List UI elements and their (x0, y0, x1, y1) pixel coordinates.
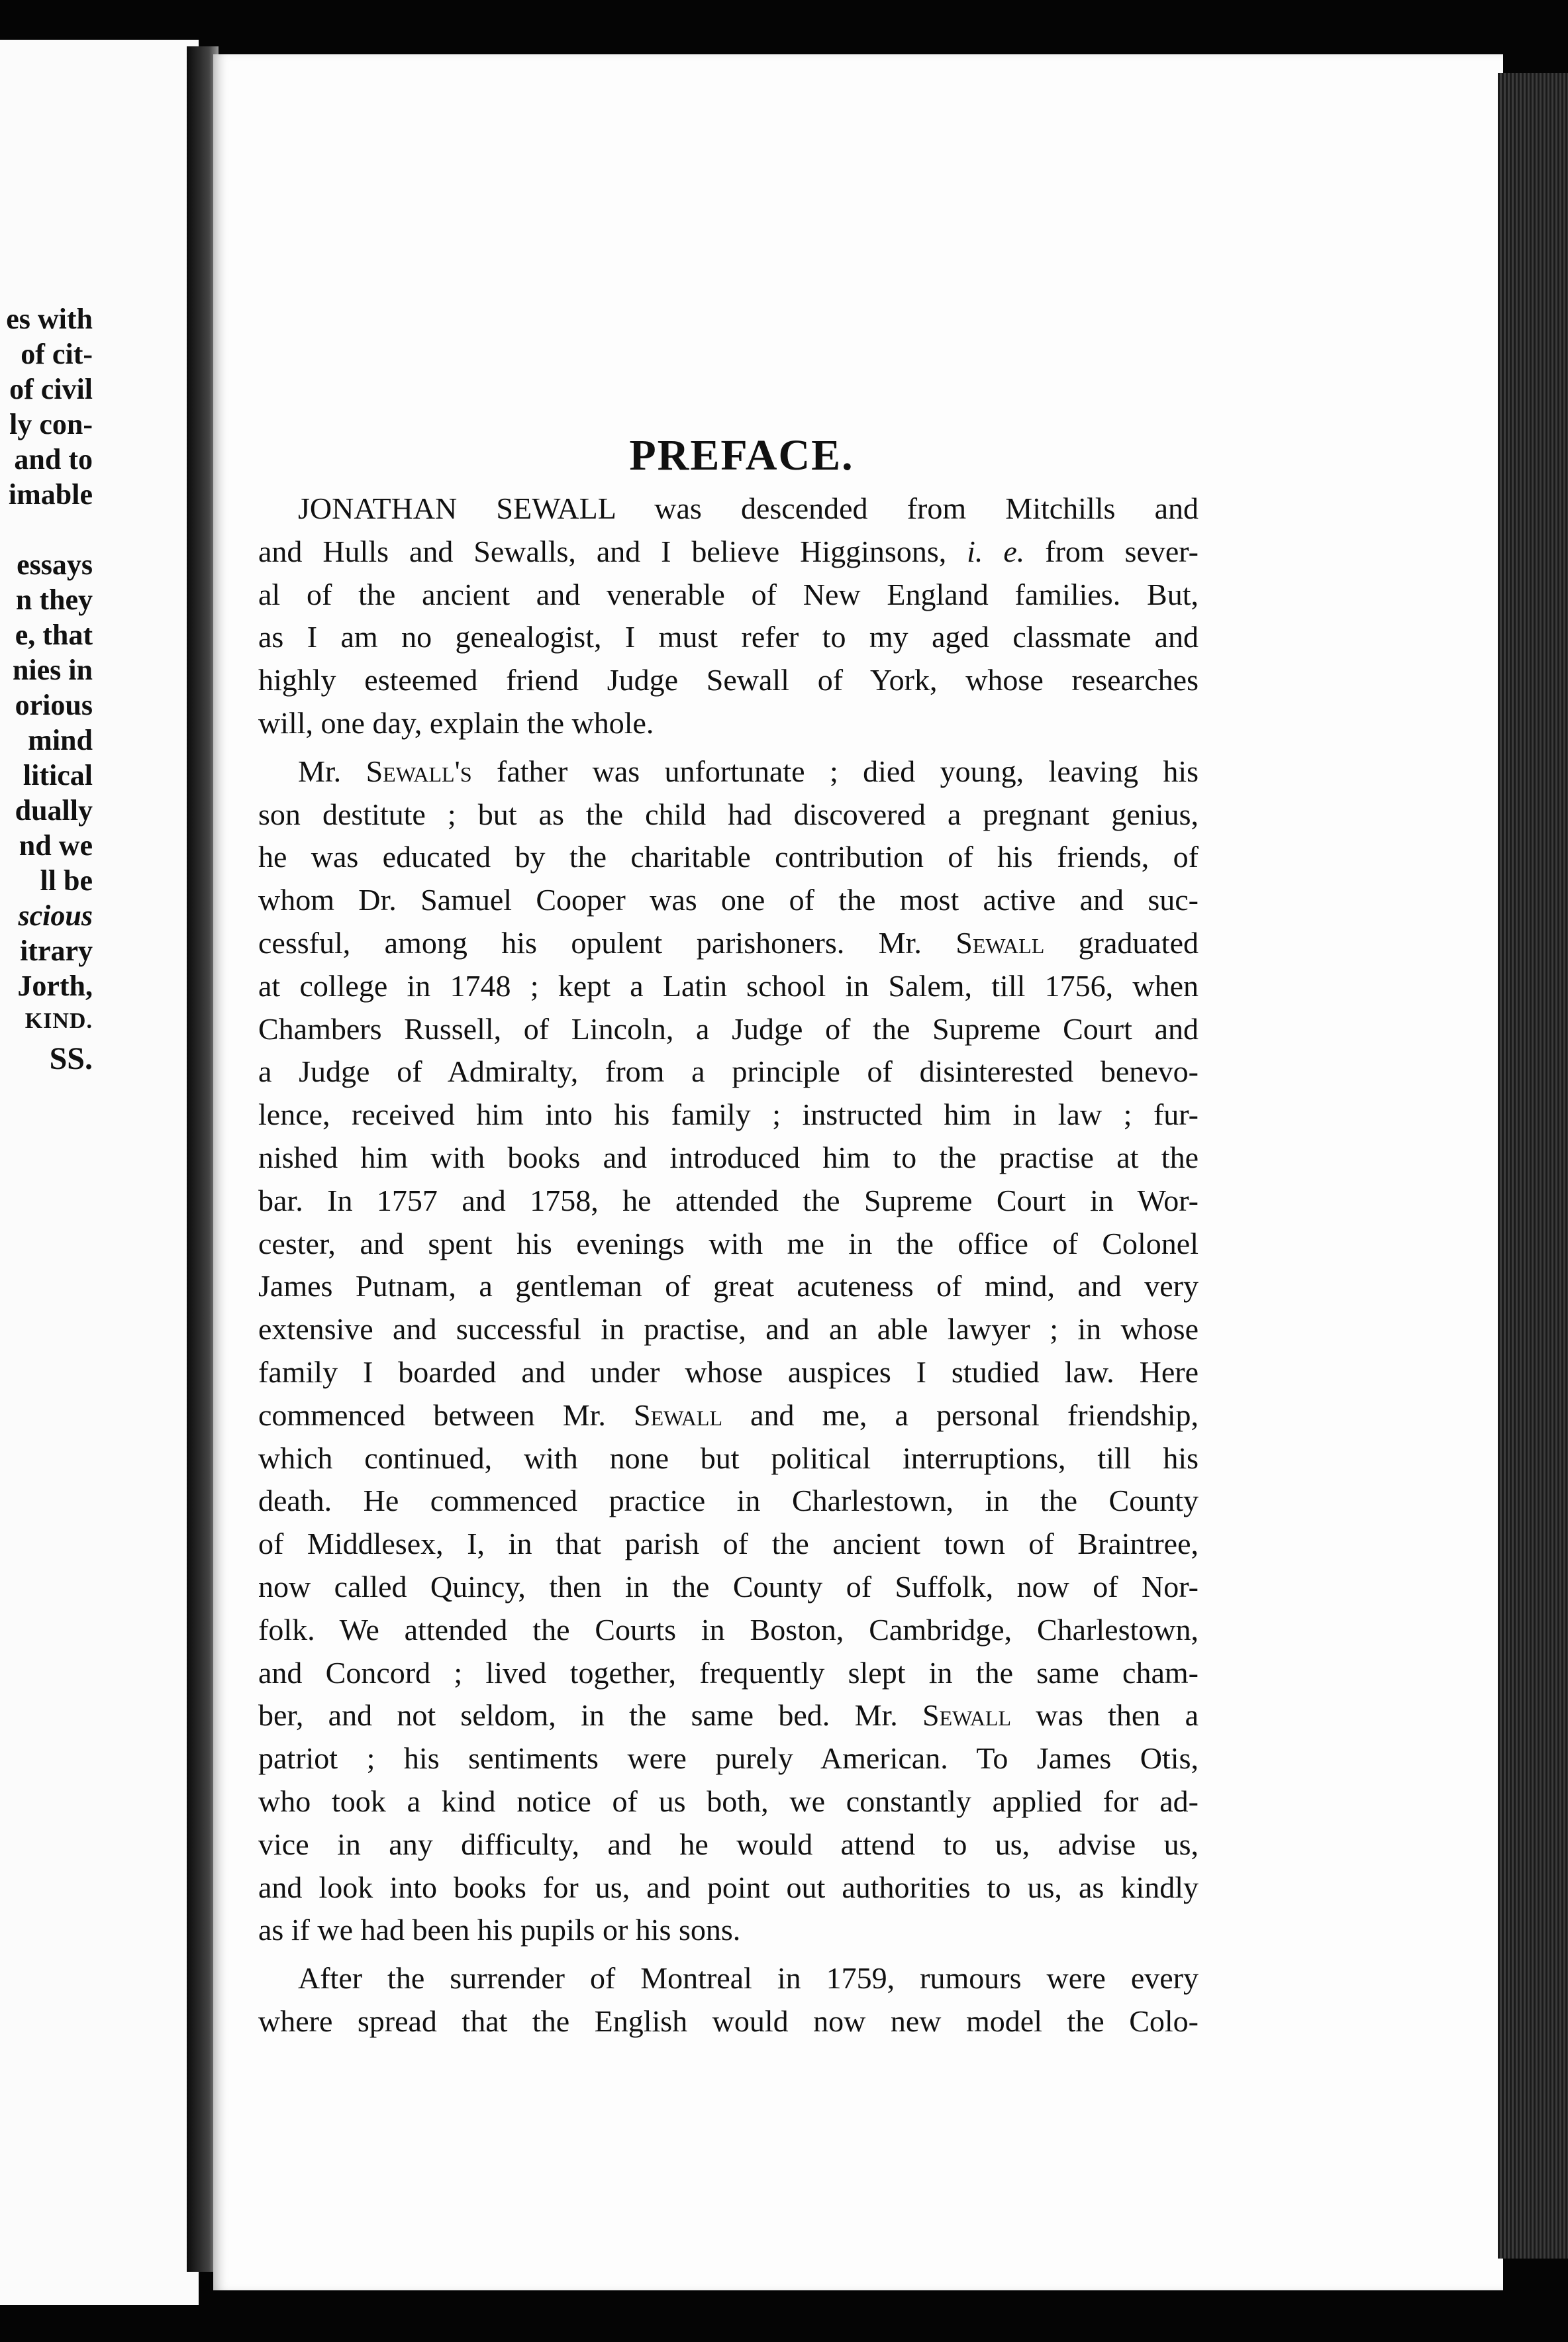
text-line: ber, and not seldom, in the same bed. Mr. Sewall was then a (258, 1698, 1199, 1733)
text-line: son destitute ; but as the child had discovered a pregnant genius, (258, 797, 1199, 831)
text-line: highly esteemed friend Judge Sewall of York, whose researches (258, 663, 1199, 697)
previous-page-line: mind (28, 724, 93, 756)
text-line: and Concord ; lived together, frequently slept in the same cham- (258, 1655, 1199, 1690)
previous-page-line: dually (15, 794, 93, 827)
text-line: bar. In 1757 and 1758, he attended the Supreme Court in Wor- (258, 1183, 1199, 1217)
text-line: cessful, among his opulent parishoners. Mr. Sewall graduated (258, 925, 1199, 960)
text-line: whom Dr. Samuel Cooper was one of the most active and suc- (258, 883, 1199, 917)
text-line: death. He commenced practice in Charlestown, in the County (258, 1484, 1199, 1518)
text-line: will, one day, explain the whole. (258, 705, 654, 740)
text-line: where spread that the English would now new model the Colo- (258, 2004, 1199, 2038)
text-line: al of the ancient and venerable of New England families. But, (258, 577, 1199, 611)
previous-page-line: of civil (9, 373, 93, 405)
text-line: now called Quincy, then in the County of Suffolk, now of Nor- (258, 1569, 1199, 1604)
previous-page-line: ll be (40, 864, 93, 897)
previous-page-fragment (0, 40, 199, 2305)
text-line: nished him with books and introduced him to the practise at the (258, 1140, 1199, 1174)
text-line: James Putnam, a gentleman of great acuteness of mind, and very (258, 1269, 1199, 1303)
paragraph-3 (258, 1957, 1199, 2043)
previous-page-line: es with (6, 303, 93, 335)
text-line: and look into books for us, and point out authorities to us, as kindly (258, 1870, 1199, 1904)
previous-page-line: litical (23, 759, 93, 791)
paragraph-2 (258, 750, 1199, 1952)
preface-content (258, 431, 1199, 2043)
text-line: lence, received him into his family ; instructed him in law ; fur- (258, 1097, 1199, 1132)
previous-page-line: imable (8, 478, 93, 511)
paragraph-1 (258, 487, 1199, 745)
previous-page-signature: SS. (49, 1041, 93, 1076)
previous-page-line-blank (0, 512, 93, 547)
previous-page-line: of cit- (21, 338, 93, 370)
previous-page-line: KIND. (24, 1009, 93, 1033)
text-line: at college in 1748 ; kept a Latin school in Salem, till 1756, when (258, 968, 1199, 1003)
page-title: PREFACE. (629, 431, 854, 480)
previous-page-line: scious (18, 899, 93, 932)
text-line: as if we had been his pupils or his sons. (258, 1913, 741, 1947)
text-line: extensive and successful in practise, and an able lawyer ; in whose (258, 1312, 1199, 1347)
previous-page-line: and to (14, 443, 93, 476)
text-line: folk. We attended the Courts in Boston, Cambridge, Charlestown, (258, 1612, 1199, 1647)
previous-page-line: essays (17, 548, 93, 581)
previous-page-line: orious (15, 689, 93, 721)
previous-page-line: ly con- (9, 408, 93, 440)
previous-page-line: n they (15, 584, 93, 616)
text-line: Mr. Sewall's father was unfortunate ; died young, leaving his (298, 754, 1199, 788)
text-line: of Middlesex, I, in that parish of the ancient town of Braintree, (258, 1527, 1199, 1561)
previous-page-line: nies in (12, 654, 93, 686)
previous-page-line: e, that (15, 619, 93, 651)
text-line: a Judge of Admiralty, from a principle of disinterested benevo- (258, 1054, 1199, 1089)
text-line: who took a kind notice of us both, we constantly applied for ad- (258, 1784, 1199, 1818)
text-line: and Hulls and Sewalls, and I believe Higginsons, i. e. from sever- (258, 534, 1199, 568)
previous-page-line: Jorth, (17, 970, 93, 1002)
previous-page-text (0, 301, 93, 1076)
text-line: as I am no genealogist, I must refer to my aged classmate and (258, 620, 1199, 654)
text-line: commenced between Mr. Sewall and me, a personal friendship, (258, 1398, 1199, 1432)
text-line: Chambers Russell, of Lincoln, a Judge of the Supreme Court and (258, 1011, 1199, 1046)
text-line: which continued, with none but political interruptions, till his (258, 1441, 1199, 1475)
text-line: After the surrender of Montreal in 1759, rumours were every (298, 1961, 1199, 1996)
page-edges (1498, 73, 1568, 2259)
text-line: patriot ; his sentiments were purely American. To James Otis, (258, 1741, 1199, 1776)
previous-page-line: nd we (19, 829, 93, 862)
text-line: vice in any difficulty, and he would attend to us, advise us, (258, 1827, 1199, 1861)
text-line: he was educated by the charitable contribution of his friends, of (258, 840, 1199, 874)
text-line: family I boarded and under whose auspices I studied law. Here (258, 1354, 1199, 1389)
text-line: cester, and spent his evenings with me in the office of Colonel (258, 1226, 1199, 1260)
text-line: JONATHAN SEWALL was descended from Mitchills and (298, 491, 1199, 525)
previous-page-line: itrary (20, 935, 93, 967)
